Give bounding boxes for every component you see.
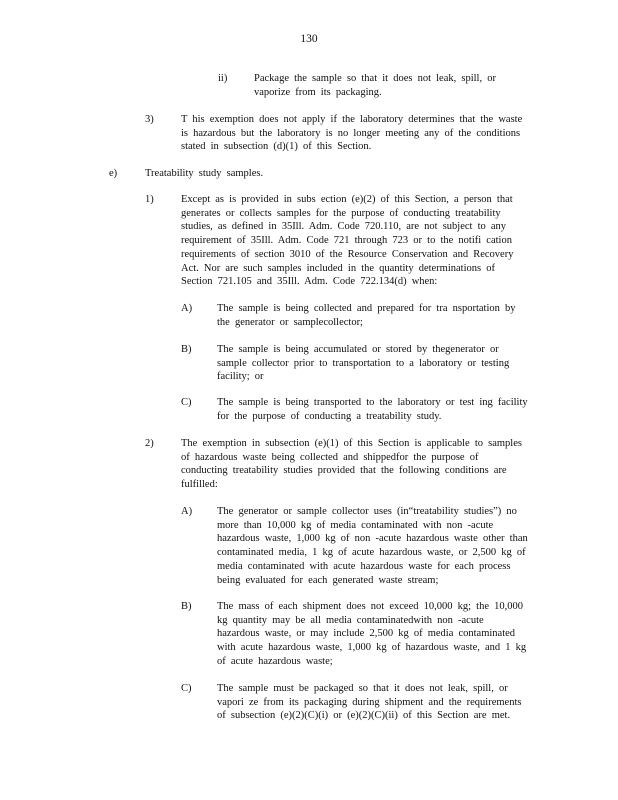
text-line: The mass of each shipment does not exceed 10,000 kg; the 10,000 <box>217 601 523 612</box>
text-line: generates or collects samples for the purpose of conducting treatability <box>181 207 501 219</box>
text-line: The sample is being collected and prepared for tra nsportation by <box>217 303 516 314</box>
item-e1-a-text <box>217 302 529 329</box>
text-line: of subsection (e)(2)(C)(i) or (e)(2)(C)(ii) of this Section are met. <box>217 710 511 722</box>
text-line: the generator or samplecollector; <box>217 316 363 328</box>
text-line: facility; or <box>217 371 264 383</box>
text-line: Package the sample so that it does not leak, spill, or <box>254 73 496 84</box>
item-3-label: 3) <box>145 114 154 125</box>
text-line: vaporize from its packaging. <box>254 86 382 98</box>
text-line: hazardous waste, 1,000 kg of non -acute hazardous waste other than <box>217 533 528 545</box>
item-e2-a-label: A) <box>181 506 193 517</box>
text-line: of hazardous waste being collected and shippedfor the purpose of <box>181 451 479 463</box>
text-line: The generator or sample collector uses (in“treatability studies”) no <box>217 506 517 517</box>
item-e2-c-label: C) <box>181 683 192 694</box>
heading-line: Treatability study samples. <box>145 168 264 179</box>
item-e2-a-text <box>217 505 539 587</box>
text-line: with acute hazardous waste, 1,000 kg of hazardous waste, and 1 kg <box>217 642 527 654</box>
text-line: is hazardous but the laboratory is no longer meeting any of the conditions <box>181 127 521 139</box>
text-line: Act. Nor are such samples included in the quantity determinations of <box>181 262 495 274</box>
item-e2-b-text <box>217 600 539 669</box>
item-e1-b-text <box>217 343 529 384</box>
text-line: for the purpose of conducting a treatability study. <box>217 410 442 422</box>
text-line: T his exemption does not apply if the laboratory determines that the waste <box>181 114 523 125</box>
text-line: The sample is being transported to the laboratory or test ing facility <box>217 397 528 408</box>
text-line: stated in subsection (d)(1) of this Section. <box>181 141 372 153</box>
text-line: The exemption in subsection (e)(1) of this Section is applicable to samples <box>181 438 522 449</box>
text-line: requirement of 35Ill. Adm. Code 721 through 723 or to the notifi cation <box>181 235 512 247</box>
text-line: The sample must be packaged so that it does not leak, spill, or <box>217 683 508 694</box>
item-3-text <box>181 113 537 154</box>
text-line: of acute hazardous waste; <box>217 655 333 667</box>
item-ii-text <box>254 72 506 99</box>
item-ii-label: ii) <box>218 73 228 84</box>
text-line: studies, as defined in 35Ill. Adm. Code 720.110, are not subject to any <box>181 221 507 233</box>
text-line: more than 10,000 kg of media contaminated with non -acute <box>217 519 494 531</box>
text-line: being evaluated for each generated waste stream; <box>217 574 439 586</box>
text-line: Section 721.105 and 35Ill. Adm. Code 722.134(d) when: <box>181 276 438 288</box>
item-e1-a-label: A) <box>181 303 193 314</box>
text-line: contaminated media, 1 kg of acute hazardous waste, or 2,500 kg of <box>217 547 526 559</box>
item-e1-c-label: C) <box>181 397 192 408</box>
item-e1-text <box>181 193 537 289</box>
item-e1-b-label: B) <box>181 344 192 355</box>
text-line: Except as is provided in subs ection (e)(2) of this Section, a person that <box>181 194 513 205</box>
text-line: fulfilled: <box>181 479 218 491</box>
item-e1-label: 1) <box>145 194 154 205</box>
item-e1-c-text <box>217 396 535 423</box>
text-line: conducting treatability studies provided that the following conditions are <box>181 465 507 477</box>
section-e-heading <box>145 167 345 181</box>
item-e2-label: 2) <box>145 438 154 449</box>
text-line: The sample is being accumulated or stored by thegenerator or <box>217 344 499 355</box>
text-line: hazardous waste, or may include 2,500 kg of media contaminated <box>217 628 516 640</box>
text-line: kg quantity may be all media contaminatedwith non -acute <box>217 614 484 626</box>
text-line: media contaminated with acute hazardous waste for each process <box>217 560 511 572</box>
text-line: sample collector prior to transportation to a laboratory or testing <box>217 357 510 369</box>
item-e2-text <box>181 437 537 492</box>
item-e2-b-label: B) <box>181 601 192 612</box>
text-line: requirements of section 3010 of the Resource Conservation and Recovery <box>181 248 514 260</box>
item-e2-c-text <box>217 682 529 723</box>
text-line: vapori ze from its packaging during shipment and the requirements <box>217 696 522 708</box>
page-number: 130 <box>300 33 318 45</box>
section-e-label: e) <box>109 168 118 179</box>
